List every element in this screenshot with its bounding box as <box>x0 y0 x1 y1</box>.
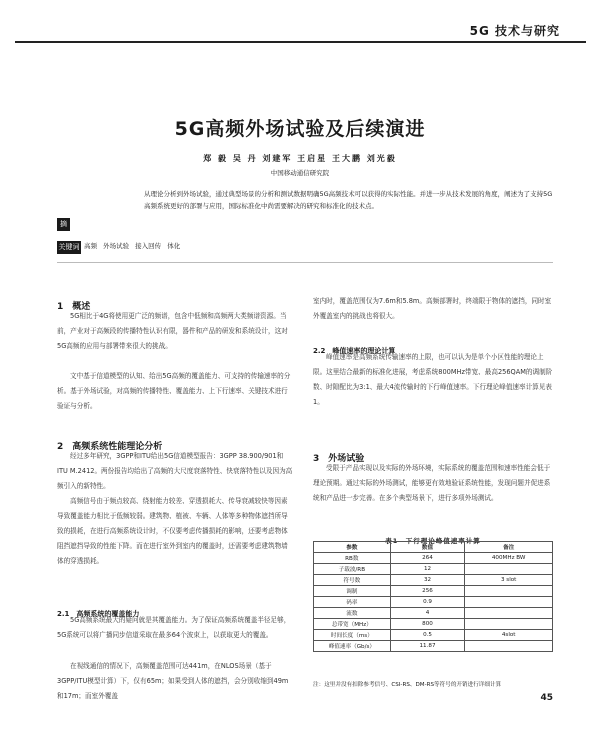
keyword: 高频 <box>84 242 97 250</box>
keyword: 外场试验 <box>103 242 130 250</box>
table-row <box>314 575 553 586</box>
keyword: 接入回传 <box>135 242 162 250</box>
table-header-cell: 备注 <box>465 542 553 553</box>
section-3-para-1: 受限于产品实现以及实际的外场环境，实际系统的覆盖范围和速率性能会低于理论预期。通过实际的外场测试，能够更有效地验证系统性能，发现问题并促进系统和产品进一步完善。在多个典型场景下，进行多项外场测试。 <box>313 464 551 502</box>
table-cell <box>465 586 553 597</box>
table-cell: 流数 <box>314 608 391 619</box>
table-cell: 256 <box>390 586 465 597</box>
section-2-2-heading: 2.2 峰值速率的理论计算 <box>313 347 396 355</box>
section-2-para-1: 经过多年研究，3GPP和ITU给出5G信道模型报告：3GPP 38.900/901和ITU M.2412。两份报告均给出了高频的大尺度衰落特性、快衰落特性以及因为高频引入的新特性。 <box>57 452 293 490</box>
table-cell: 4slot <box>465 630 553 641</box>
table-cell <box>465 619 553 630</box>
table-cell: 总带宽（MHz） <box>314 619 391 630</box>
table-cell <box>465 564 553 575</box>
section-1-para-1: 5G相比于4G将使用更广泛的频谱，包含中低频和高频两大类频谱资源。当前，产业对于高频段的传播特性认识有限，器件和产品的研发和系统设计，这对5G高频的应用与部署带来很大的挑战。 <box>57 312 288 350</box>
section-2-1-para-2: 在视线通信的情况下，高频覆盖范围可达441m，在NLOS场景（基于3GPP/ITU模型计算）下，仅有65m；如果受到人体的遮挡，会分别收缩到49m和17m；而室外覆盖 <box>57 662 289 700</box>
table-header-cell: 参数 <box>314 542 391 553</box>
table-row <box>314 553 553 564</box>
table-cell: 3 slot <box>465 575 553 586</box>
table-cell: RB数 <box>314 553 391 564</box>
article-title: 5G高频外场试验及后续演进 <box>174 118 426 140</box>
section-1-heading: 1 概述 <box>57 302 91 312</box>
abstract-tag: 摘要 <box>57 218 70 231</box>
section-3-heading: 3 外场试验 <box>313 454 365 464</box>
table-row <box>314 630 553 641</box>
table-row <box>314 641 553 652</box>
table-header-row <box>314 542 553 553</box>
abstract-text: 从理论分析到外场试验，通过典型场景的分析和测试数据明确5G高频技术可以获得的实际性能。并进一步从技术发展的角度，阐述为了支持5G高频系统更好的部署与应用，国际标准化中尚需要解决的研究和标准化的技术点。 <box>144 190 553 210</box>
table-cell: 峰值速率（Gb/s） <box>314 641 391 652</box>
table-cell: 11.87 <box>390 641 465 652</box>
keywords <box>84 241 180 250</box>
table-cell: 12 <box>390 564 465 575</box>
table-cell: 4 <box>390 608 465 619</box>
table-row <box>314 564 553 575</box>
table-cell: 264 <box>390 553 465 564</box>
table-cell: 符号数 <box>314 575 391 586</box>
table-cell: 码率 <box>314 597 391 608</box>
table-row <box>314 619 553 630</box>
abstract-divider <box>57 262 553 263</box>
table-row <box>314 608 553 619</box>
table-cell <box>465 608 553 619</box>
keyword: 体化 <box>167 242 181 250</box>
table-cell: 0.9 <box>390 597 465 608</box>
table-cell: 时间长度（ms） <box>314 630 391 641</box>
table-cell: 400MHz BW <box>465 553 553 564</box>
table-header-cell: 数值 <box>390 542 465 553</box>
table-cell: 调制 <box>314 586 391 597</box>
section-1-para-2: 文中基于信道模型的认知、给出5G高频的覆盖能力、可支持的传输速率的分析。基于外场试验，对高频的传播特性、覆盖能力、上下行速率、关键技术进行验证与分析。 <box>57 372 291 410</box>
section-2-1-para-1: 5G高频系统最大的疑问就是其覆盖能力。为了保证高频系统覆盖半径足够，5G系统可以将广播同步信道采取在最多64个波束上，以获取更大的覆盖。 <box>57 616 291 639</box>
table-note: 注：这里并没有扣除参考信号、CSI-RS、DM-RS等符号的开销进行详细计算 <box>313 682 502 688</box>
table-caption: 表1 下行理论峰值速率计算 <box>385 537 481 545</box>
table-cell <box>465 597 553 608</box>
page-number: 45 <box>540 693 553 703</box>
rate-table-wrap <box>313 541 553 652</box>
table-cell: 32 <box>390 575 465 586</box>
table-row <box>314 586 553 597</box>
section-2-heading: 2 高频系统性能理论分析 <box>57 442 163 452</box>
table-cell: 800 <box>390 619 465 630</box>
rate-table <box>313 541 553 652</box>
section-2-para-2: 高频信号由于频点较高、绕射能力较差、穿透损耗大、传导衰减较快等因素导致覆盖能力相比于低频较弱。建筑物、植被、车辆、人体等多种物体遮挡所导致的损耗，在进行高频系统设计时，不仅要考虑传播损耗的影响，还要考虑物体阻挡遮挡导致的性能下降。而在进行室外到室内的覆盖时，还需要考虑建筑物墙体的穿透损耗。 <box>57 497 288 565</box>
affiliation: 中国移动通信研究院 <box>270 169 330 177</box>
continued-para: 室内时，覆盖范围仅为7.6m和5.8m。高频部署时，终端限于物体的遮挡，同时室外覆盖室内的挑战也将很大。 <box>313 297 552 320</box>
keywords-tag: 关键词 <box>57 241 81 254</box>
table-row <box>314 597 553 608</box>
running-head: 5G 技术与研究 <box>469 24 560 38</box>
header-rule <box>15 41 586 43</box>
author-list: 郑 毅 吴 丹 刘建军 王启星 王大鹏 刘光毅 <box>203 154 397 163</box>
section-2-2-para-1: 峰值速率是高频系统传输速率的上限，也可以认为是单个小区性能的理论上限。这里结合最新的标准化进展，考虑系统800MHz带宽、最高256QAM的调制阶数、时隙配比为3:1、最大4流传输时的下行峰值速率。下行理论峰值速率计算见表1。 <box>313 353 553 406</box>
table-cell <box>465 641 553 652</box>
section-2-1-heading: 2.1 高频系统的覆盖能力 <box>57 610 140 618</box>
table-cell: 0.5 <box>390 630 465 641</box>
table-cell: 子载波/RB <box>314 564 391 575</box>
